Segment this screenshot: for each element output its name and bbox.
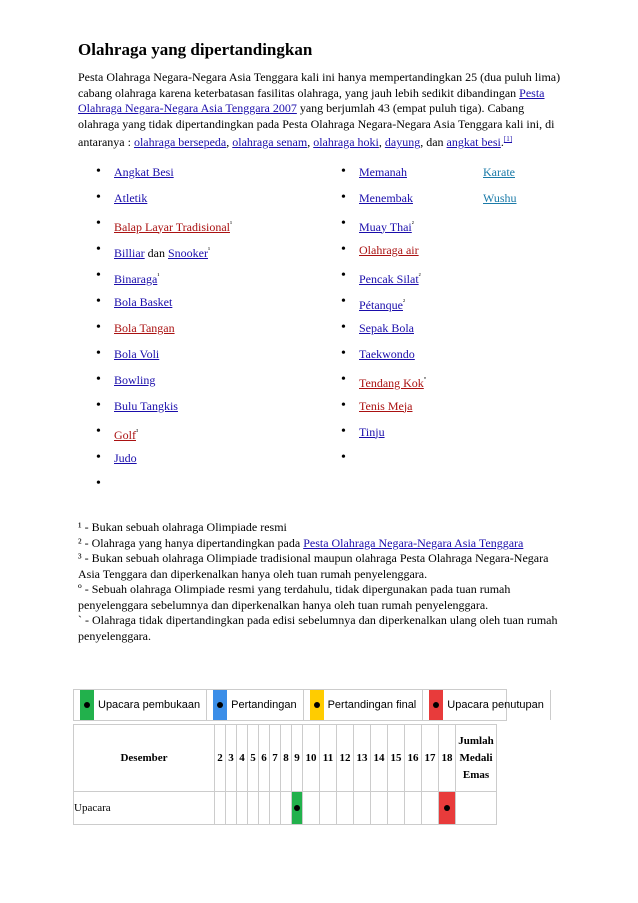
- list-item: [96, 289, 232, 315]
- list-item: [483, 159, 517, 185]
- footnote-marker: ²: [418, 271, 421, 280]
- sport-link[interactable]: Sepak Bola: [359, 320, 414, 335]
- list-item: [341, 159, 426, 185]
- legend-item: [207, 690, 303, 720]
- footnote-marker: ¹: [157, 271, 160, 280]
- legend-swatch-icon: [213, 690, 227, 720]
- separator: ,: [378, 135, 385, 149]
- sport-link[interactable]: Snooker: [168, 245, 208, 260]
- day-header: 4: [237, 725, 248, 792]
- day-cell: [371, 792, 388, 825]
- bullet-icon: •: [341, 163, 346, 179]
- bullet-icon: •: [341, 241, 346, 257]
- sport-link[interactable]: Pétanque: [359, 297, 403, 312]
- link-senam[interactable]: olahraga senam: [232, 135, 308, 149]
- sport-link[interactable]: Judo: [114, 450, 137, 465]
- sport-link[interactable]: Muay Thai: [359, 219, 412, 234]
- schedule-legend: [73, 689, 544, 721]
- day-cell: [388, 792, 405, 825]
- footnote-text: ² - Olahraga yang hanya dipertandingkan pada: [78, 535, 304, 550]
- list-item: [341, 445, 426, 471]
- day-cell: [405, 792, 422, 825]
- conjunction: dan: [144, 245, 168, 260]
- list-item: [96, 185, 232, 211]
- footnote-marker: ³: [136, 427, 139, 436]
- table-row: [74, 792, 497, 825]
- day-cell: [270, 792, 281, 825]
- legend-swatch-icon: [429, 690, 443, 720]
- sport-link[interactable]: Atletik: [114, 190, 148, 205]
- intro-paragraph: [78, 70, 566, 151]
- sport-link[interactable]: Angkat Besi: [114, 164, 174, 179]
- day-header: 18: [439, 725, 456, 792]
- sports-list: [78, 159, 566, 499]
- day-cell: [292, 792, 303, 825]
- footnote-marker: º: [423, 375, 426, 384]
- footnote: [78, 536, 566, 552]
- list-item: [96, 341, 232, 367]
- day-header: 14: [371, 725, 388, 792]
- sport-link[interactable]: Tendang Kok: [359, 375, 424, 390]
- bullet-icon: •: [96, 475, 101, 491]
- sport-link[interactable]: Tinju: [359, 424, 385, 439]
- sport-link[interactable]: Bowling: [114, 372, 156, 387]
- sport-link[interactable]: Balap Layar Tradisional: [114, 219, 230, 234]
- sport-link[interactable]: Bola Voli: [114, 346, 160, 361]
- list-item: [96, 393, 232, 419]
- link-sea-games[interactable]: Pesta Olahraga Negara-Negara Asia Tenggara: [303, 535, 524, 550]
- sport-link[interactable]: Bola Tangan: [114, 320, 175, 335]
- bullet-icon: •: [341, 371, 346, 387]
- day-header: 3: [226, 725, 237, 792]
- bullet-icon: •: [96, 293, 101, 309]
- event-dot-icon: [444, 805, 450, 811]
- link-dayung[interactable]: dayung: [384, 135, 421, 149]
- list-item: [341, 289, 426, 315]
- month-header: Desember: [74, 725, 215, 792]
- day-header: 17: [422, 725, 439, 792]
- row-label: Upacara: [74, 792, 215, 825]
- bullet-icon: •: [341, 423, 346, 439]
- separator: ,: [226, 135, 233, 149]
- day-header: 6: [259, 725, 270, 792]
- link-sea-games-2007[interactable]: Pesta Olahraga Negara-Negara Asia Tenggara 2007: [78, 85, 545, 115]
- day-header: 12: [337, 725, 354, 792]
- list-item: [96, 445, 232, 471]
- legend-label: Pertandingan: [231, 699, 297, 711]
- bullet-icon: •: [341, 293, 346, 309]
- list-item: [341, 367, 426, 393]
- page-title: Olahraga yang dipertandingkan: [78, 40, 313, 59]
- day-header: 9: [292, 725, 303, 792]
- schedule-table: [73, 724, 497, 825]
- footnote-marker: ¹: [229, 219, 233, 228]
- sport-link[interactable]: Pencak Silat: [359, 271, 419, 286]
- legend-label: Upacara penutupan: [447, 699, 544, 711]
- day-header: 5: [248, 725, 259, 792]
- day-header: 10: [303, 725, 320, 792]
- list-item: [341, 237, 426, 263]
- sport-link[interactable]: Binaraga: [114, 271, 158, 286]
- total-header: Jumlah Medali Emas: [456, 725, 497, 792]
- total-cell: [456, 792, 497, 825]
- footnote: ` - Olahraga tidak dipertandingkan pada edisi sebelumnya dan diperkenalkan ulang oleh tuan rumah penyelenggara.: [78, 613, 558, 643]
- intro-text: yang berjumlah 43 (empat puluh tiga). Cabang olahraga yang tidak dipertandingkan pada Pesta Olahraga Negara-Negara Asia Tenggara kali ini, di antaranya :: [78, 101, 555, 149]
- sport-link[interactable]: Memanah: [359, 164, 407, 179]
- footnote-marker: ²: [403, 297, 406, 306]
- legend-label: Upacara pembukaan: [98, 699, 201, 711]
- legend-swatch-icon: [80, 690, 94, 720]
- sport-link[interactable]: Taekwondo: [359, 346, 415, 361]
- intro-text: , dan: [420, 135, 447, 149]
- list-item: [96, 471, 232, 497]
- day-cell: [259, 792, 270, 825]
- footnote: ¹ - Bukan sebuah olahraga Olimpiade resmi: [78, 520, 287, 534]
- footnote-marker: ¹: [208, 245, 211, 254]
- bullet-icon: •: [341, 319, 346, 335]
- sports-column-left: [96, 159, 233, 497]
- bullet-icon: •: [341, 215, 346, 231]
- reference-link[interactable]: [1]: [503, 135, 513, 143]
- footnotes: [78, 520, 566, 644]
- sport-link[interactable]: Bola Basket: [114, 294, 173, 309]
- sport-link[interactable]: Tenis Meja: [359, 398, 413, 413]
- day-header: 11: [320, 725, 337, 792]
- bullet-icon: •: [341, 345, 346, 361]
- bullet-icon: •: [96, 319, 101, 335]
- legend-item: [304, 690, 424, 720]
- day-header: 15: [388, 725, 405, 792]
- sport-link[interactable]: Menembak: [359, 190, 413, 205]
- list-item: [341, 315, 426, 341]
- day-cell: [422, 792, 439, 825]
- list-item: [341, 341, 426, 367]
- footnote: ³ - Bukan sebuah olahraga Olimpiade tradisional maupun olahraga Pesta Olahraga Negara-Negara Asia Tenggara dan diperkenalkan hanya oleh tuan rumah penyelenggara.: [78, 551, 549, 581]
- day-cell: [303, 792, 320, 825]
- sport-link[interactable]: Olahraga air: [359, 242, 419, 257]
- bullet-icon: •: [341, 397, 346, 413]
- bullet-icon: •: [341, 189, 346, 205]
- day-header: 13: [354, 725, 371, 792]
- list-item: [483, 185, 517, 211]
- bullet-icon: •: [96, 241, 101, 257]
- list-item: [96, 211, 233, 237]
- list-item: [341, 419, 426, 445]
- bullet-icon: •: [341, 267, 346, 283]
- legend-label: Pertandingan final: [327, 699, 417, 711]
- link-bersepeda[interactable]: olahraga bersepeda: [133, 135, 227, 149]
- link-angkat-besi[interactable]: angkat besi: [446, 135, 501, 149]
- day-cell: [354, 792, 371, 825]
- bullet-icon: •: [96, 215, 101, 231]
- link-hoki[interactable]: olahraga hoki: [313, 135, 379, 149]
- list-item: [96, 367, 232, 393]
- bullet-icon: •: [96, 449, 101, 465]
- bullet-icon: •: [96, 345, 101, 361]
- list-item: [96, 237, 232, 263]
- sport-link[interactable]: Wushu: [483, 190, 517, 205]
- bullet-icon: •: [341, 449, 346, 465]
- bullet-icon: •: [96, 189, 101, 205]
- bullet-icon: •: [96, 267, 101, 283]
- list-item: [341, 185, 426, 211]
- sport-link[interactable]: Golf: [114, 427, 136, 442]
- intro-text: .: [500, 135, 504, 149]
- day-header: 8: [281, 725, 292, 792]
- separator: ,: [307, 135, 314, 149]
- list-item: [341, 263, 426, 289]
- legend-item: [74, 690, 207, 720]
- list-item: [96, 263, 232, 289]
- sports-column-extra: [483, 159, 517, 211]
- list-item: [96, 419, 232, 445]
- event-dot-icon: [294, 805, 300, 811]
- legend-swatch-icon: [310, 690, 324, 720]
- list-item: [96, 159, 232, 185]
- day-header: 7: [270, 725, 281, 792]
- day-cell: [215, 792, 226, 825]
- day-cell: [439, 792, 456, 825]
- list-item: [341, 393, 426, 419]
- day-header: 2: [215, 725, 226, 792]
- table-header-row: [74, 725, 497, 792]
- bullet-icon: •: [96, 397, 101, 413]
- day-cell: [281, 792, 292, 825]
- day-header: 16: [405, 725, 422, 792]
- intro-text: Pesta Olahraga Negara-Negara Asia Tenggara kali ini hanya mempertandingkan 25 (dua puluh lima) cabang olahraga karena keterbatasan fasilitas olahraga, yang jauh lebih sedikit dibandingan: [78, 70, 561, 100]
- day-cell: [237, 792, 248, 825]
- bullet-icon: •: [96, 163, 101, 179]
- day-cell: [226, 792, 237, 825]
- bullet-icon: •: [96, 371, 101, 387]
- day-cell: [337, 792, 354, 825]
- day-cell: [320, 792, 337, 825]
- footnote: º - Sebuah olahraga Olimpiade resmi yang terdahulu, tidak dipergunakan pada tuan rumah penyelenggara sebelumnya dan diperkenalkan hanya oleh tuan rumah penyelenggara.: [78, 582, 511, 612]
- sport-link[interactable]: Karate: [483, 164, 515, 179]
- day-cell: [248, 792, 259, 825]
- sports-column-right: [341, 159, 426, 471]
- legend-item: [423, 690, 551, 720]
- list-item: [341, 211, 426, 237]
- sport-link[interactable]: Billiar: [114, 245, 145, 260]
- list-item: [96, 315, 232, 341]
- sport-link[interactable]: Bulu Tangkis: [114, 398, 178, 413]
- footnote-marker: ²: [411, 219, 414, 228]
- bullet-icon: •: [96, 423, 101, 439]
